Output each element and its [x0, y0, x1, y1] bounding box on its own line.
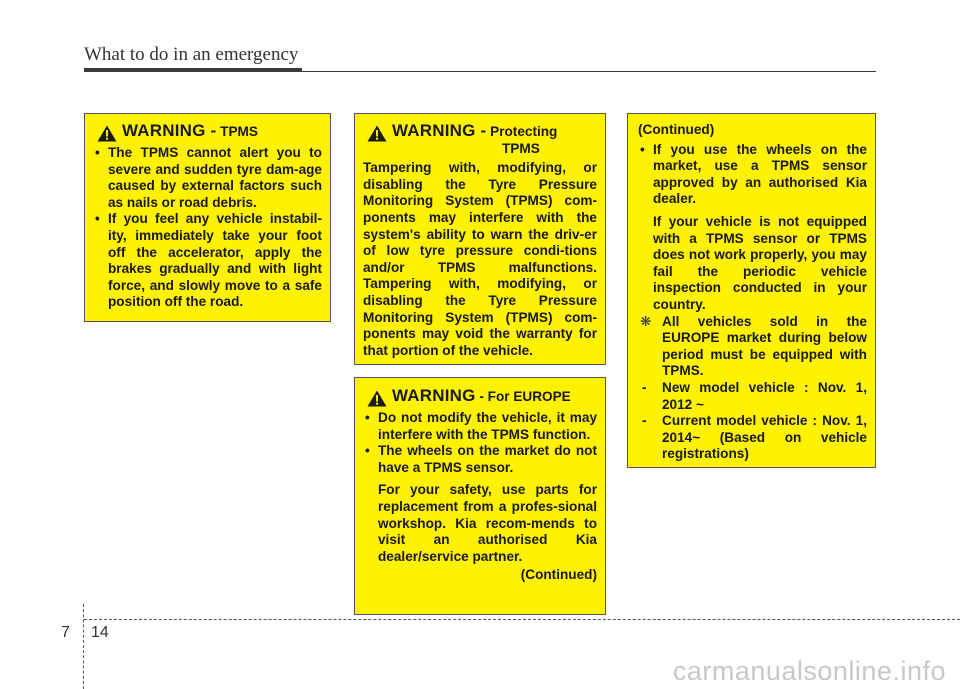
warning-subject-cont: TPMS — [502, 140, 540, 156]
continued-label: (Continued) — [520, 567, 597, 583]
warning-triangle-icon — [97, 125, 117, 142]
warning-subject: TPMS — [220, 124, 258, 139]
warning-paragraph: Tampering with, modifying, or disabling the Tyre Pressure Monitoring System (TPMS) com-ponents may interfere with the system's ability to warn the driv-er of low tyre pressure condi-tions and/or TPMS malfunctions. Tampering with, modifying, or disabling the Tyre Pressure Monitoring System (TPMS) com-ponents may void the warranty for that portion of the vehicle. — [363, 160, 597, 358]
footer-rule — [84, 619, 960, 620]
page-number: 14 — [91, 624, 109, 641]
asterism-icon: ❋ — [640, 313, 652, 329]
list-item-continuation: If your vehicle is not equipped with a TPMS sensor or TPMS does not work properly, you may fail the periodic vehicle inspection conducted in your country. — [653, 213, 867, 312]
bullet-icon: • — [95, 211, 100, 227]
warning-box-tpms — [84, 113, 331, 322]
bullet-icon: • — [95, 145, 100, 160]
page-title: What to do in an emergency — [84, 44, 299, 65]
warning-box-protecting-tpms — [354, 113, 606, 365]
warning-subject: Protecting — [490, 124, 558, 139]
list-item: • If you use the wheels on the market, use a TPMS sensor approved by an authorised Kia dealer. If your vehicle is not equipped with a TPMS sensor or TPMS does not work properly, you may fail the periodic vehicle inspection conducted in your country. — [640, 141, 867, 312]
footer-divider — [83, 604, 84, 689]
bullet-icon: • — [365, 443, 370, 459]
warning-box-continued — [627, 113, 876, 468]
list-item-continuation: For your safety, use parts for replacement from a profes-sional workshop. Kia recom-mends to visit an authorised Kia dealer/service partner. — [378, 482, 597, 564]
list-item: - New model vehicle : Nov. 1, 2012 ~ — [642, 379, 867, 412]
list-item: • The wheels on the market do not have a TPMS sensor. For your safety, use parts for replacement from a profes-sional workshop. Kia recom-mends to visit an authorised Kia dealer/service partner. — [365, 443, 597, 564]
warning-box-europe — [354, 377, 606, 615]
warning-heading — [367, 123, 597, 157]
header-rule — [84, 71, 876, 72]
warning-triangle-icon — [367, 125, 387, 142]
continued-label: (Continued) — [638, 122, 715, 137]
warning-heading — [367, 388, 597, 407]
list-item: • The TPMS cannot alert you to severe and sudden tyre dam-age caused by external factors such as nails or road debris. — [95, 145, 322, 210]
warning-word: WARNING — [392, 386, 476, 405]
warning-word: WARNING - — [122, 121, 217, 140]
list-item: • Do not modify the vehicle, it may interfere with the TPMS function. — [365, 410, 597, 442]
dash-icon: - — [642, 413, 647, 429]
note-item: ❋ All vehicles sold in the EUROPE market during below period must be equipped with TPMS. — [640, 313, 867, 379]
watermark: carmanualsonline.info — [672, 656, 946, 686]
warning-subject: - For EUROPE — [479, 389, 571, 404]
dash-icon: - — [642, 379, 647, 395]
warning-heading — [97, 123, 322, 142]
warning-triangle-icon — [367, 390, 387, 407]
list-item: • If you feel any vehicle instabil-ity, immediately take your foot off the accelerator, apply the brakes gradually and with light force, and slowly move to a safe position off the road. — [95, 211, 322, 310]
bullet-icon: • — [640, 141, 645, 157]
warning-word: WARNING - — [392, 121, 487, 140]
bullet-icon: • — [365, 410, 370, 425]
chapter-number: 7 — [61, 624, 70, 641]
list-item: - Current model vehicle : Nov. 1, 2014~ (Based on vehicle registrations) — [642, 413, 867, 462]
